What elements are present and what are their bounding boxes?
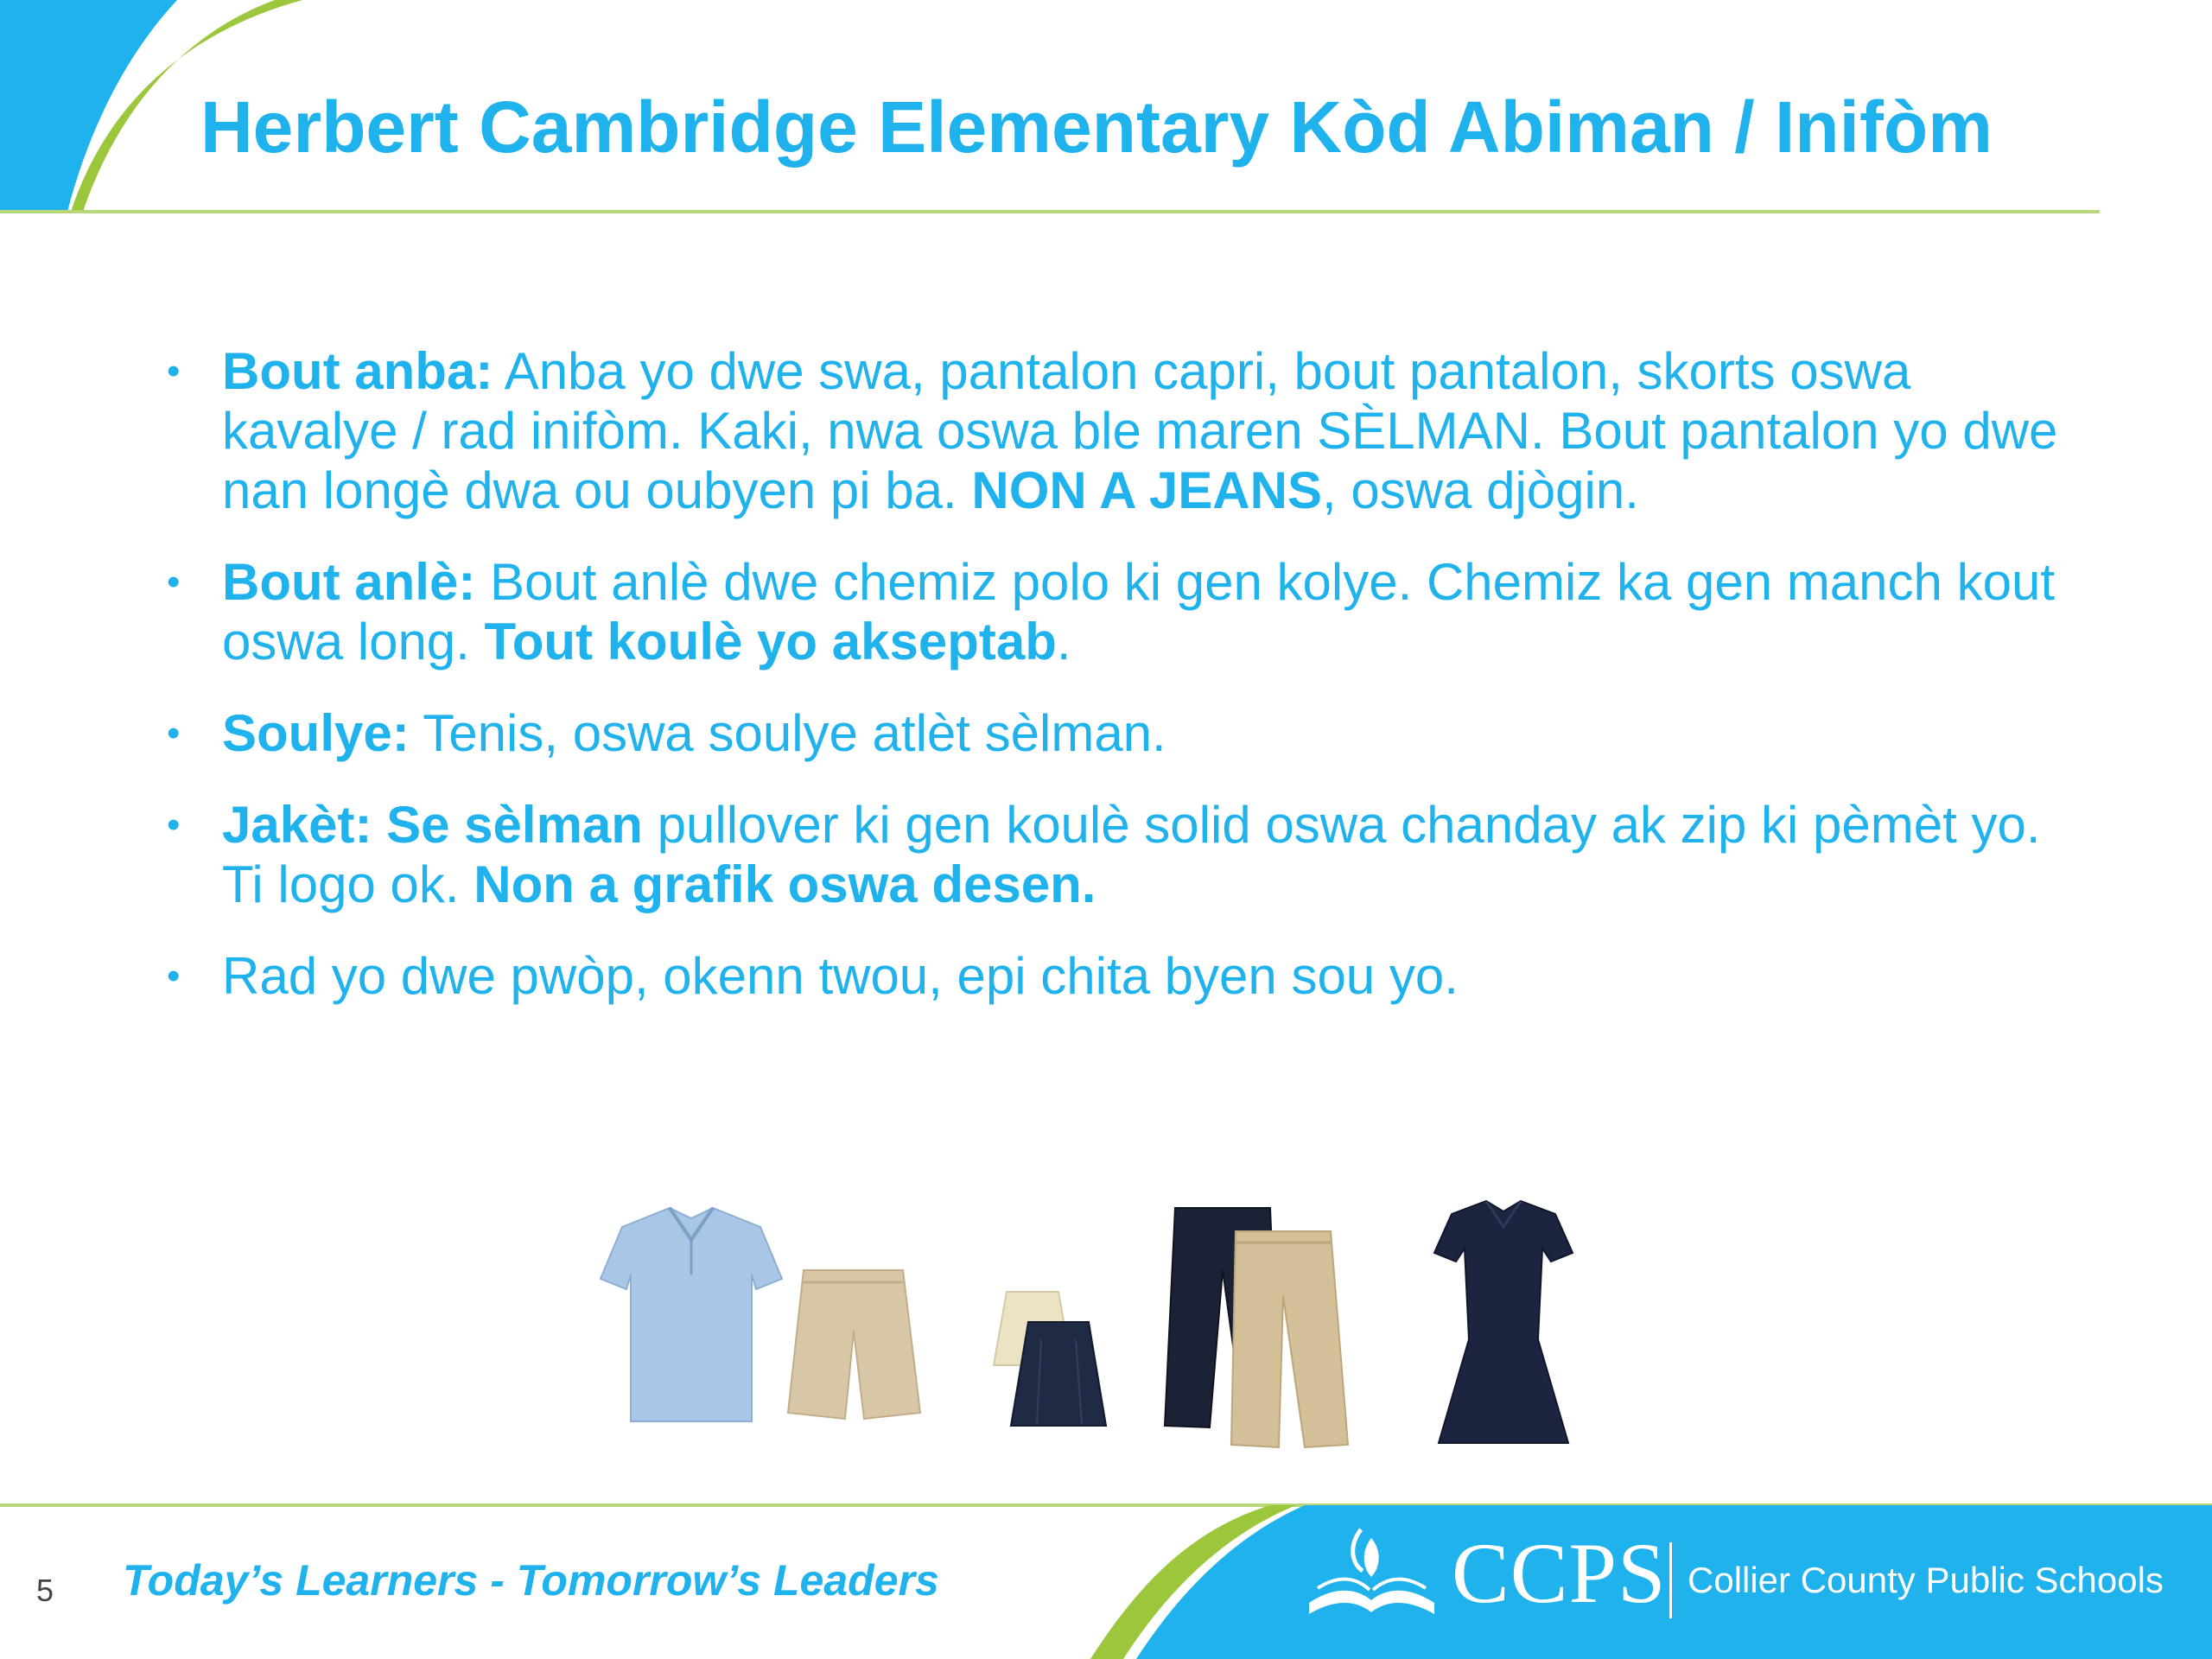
open-book-flame-icon [1300,1521,1443,1633]
uniform-rules-list [160,341,2087,1038]
bullet-text: pullover ki gen koulè solid oswa chanday ak zip ki pèmèt yo. Ti logo ok. [222,796,2041,913]
bullet-icon: • [167,561,181,603]
bullet-emphasis: Tout koulè yo akseptab [484,613,1057,671]
khaki-shorts-image [788,1270,920,1419]
list-item [160,703,2087,763]
logo-abbreviation: CCPS [1452,1525,1667,1621]
bullet-text: Tenis, oswa soulye atlèt sèlman. [409,704,1166,762]
list-item [160,946,2087,1006]
polo-shirt-image [601,1208,782,1421]
list-item [160,552,2087,671]
bullet-icon: • [167,804,181,846]
list-item [160,795,2087,914]
uniform-images [588,1192,1624,1452]
page-number: 5 [36,1573,54,1608]
bullet-icon: • [167,955,181,997]
navy-skort-image [1011,1322,1106,1426]
bullet-label: Soulye: [222,704,410,762]
bullet-icon: • [167,712,181,754]
bullet-label: Bout anba: [222,342,493,400]
slide-title: Herbert Cambridge Elementary Kòd Abiman / Inifòm [200,86,1993,168]
khaki-pants-image [1231,1231,1348,1447]
bullet-text: Bout anlè dwe chemiz polo ki gen kolye. Chemiz ka gen manch kout oswa long. [222,553,2055,671]
logo-divider [1669,1542,1672,1618]
bullet-tail: , oswa djògin. [1322,461,1639,519]
list-item [160,341,2087,520]
bullet-tail: . [1056,613,1071,671]
logo-name: Collier County Public Schools [1688,1560,2164,1600]
bullet-icon: • [167,350,181,392]
bullet-emphasis: NON A JEANS [971,461,1322,519]
navy-polo-dress-image [1434,1201,1573,1443]
bullet-label: Jakèt: Se sèlman [222,796,643,854]
ccps-logo [1300,1516,2199,1637]
bullet-emphasis: Non a grafik oswa desen. [474,855,1096,913]
bullet-text: Rad yo dwe pwòp, okenn twou, epi chita byen sou yo. [222,947,1459,1005]
bullet-text: Anba yo dwe swa, pantalon capri, bout pantalon, skorts oswa kavalye / rad inifòm. Kaki, nwa oswa ble maren SÈLMAN. Bout pantalon yo dwe nan longè dwa ou oubyen pi ba. [222,342,2058,519]
footer-tagline: Today’s Learners - Tomorrow’s Leaders [123,1556,939,1605]
bullet-label: Bout anlè: [222,553,476,611]
